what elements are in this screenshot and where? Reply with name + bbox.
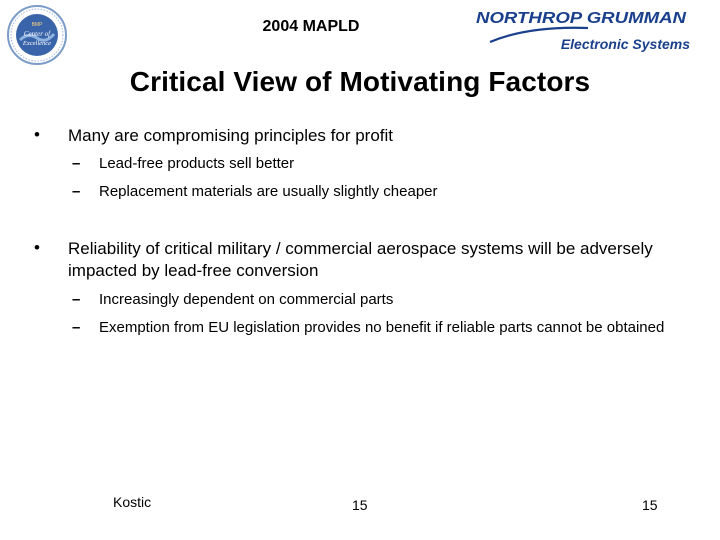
northrop-grumman-logo — [468, 6, 694, 56]
dash-marker: – — [72, 319, 81, 336]
footer-page-number: 15 — [642, 497, 658, 513]
bullet-2-sub-1-text: Increasingly dependent on commercial parts — [99, 291, 394, 308]
seal-line1: BMP — [31, 22, 43, 28]
slide-title: Critical View of Motivating Factors — [129, 66, 591, 97]
logo-line2: Electronic Systems — [560, 36, 690, 52]
bullet-1-text: Many are compromising principles for profit — [68, 126, 394, 145]
dash-marker: – — [72, 291, 81, 308]
bullet-1-sub-1-text: Lead-free products sell better — [99, 155, 295, 172]
bullet-2-text: Reliability of critical military / commercial aerospace systems will be adversely impacted by lead-free conversion — [68, 239, 653, 280]
bullet-2-sub-2-text: Exemption from EU legislation provides no benefit if reliable parts cannot be obtained — [99, 319, 665, 336]
center-of-excellence-seal — [6, 4, 68, 66]
header-title: 2004 MAPLD — [262, 18, 360, 35]
dash-marker: – — [72, 183, 81, 200]
seal-line3: Excellence — [22, 40, 52, 47]
seal-line2: Center of — [23, 30, 51, 38]
dash-marker: – — [72, 155, 81, 172]
bullet-marker: • — [34, 238, 40, 257]
footer-center-number: 15 — [352, 497, 368, 513]
footer-author: Kostic — [113, 494, 152, 510]
logo-line1: NORTHROP GRUMMAN — [476, 10, 687, 27]
bullet-1-sub-2-text: Replacement materials are usually slightly cheaper — [99, 183, 438, 200]
bullet-marker: • — [34, 125, 40, 144]
